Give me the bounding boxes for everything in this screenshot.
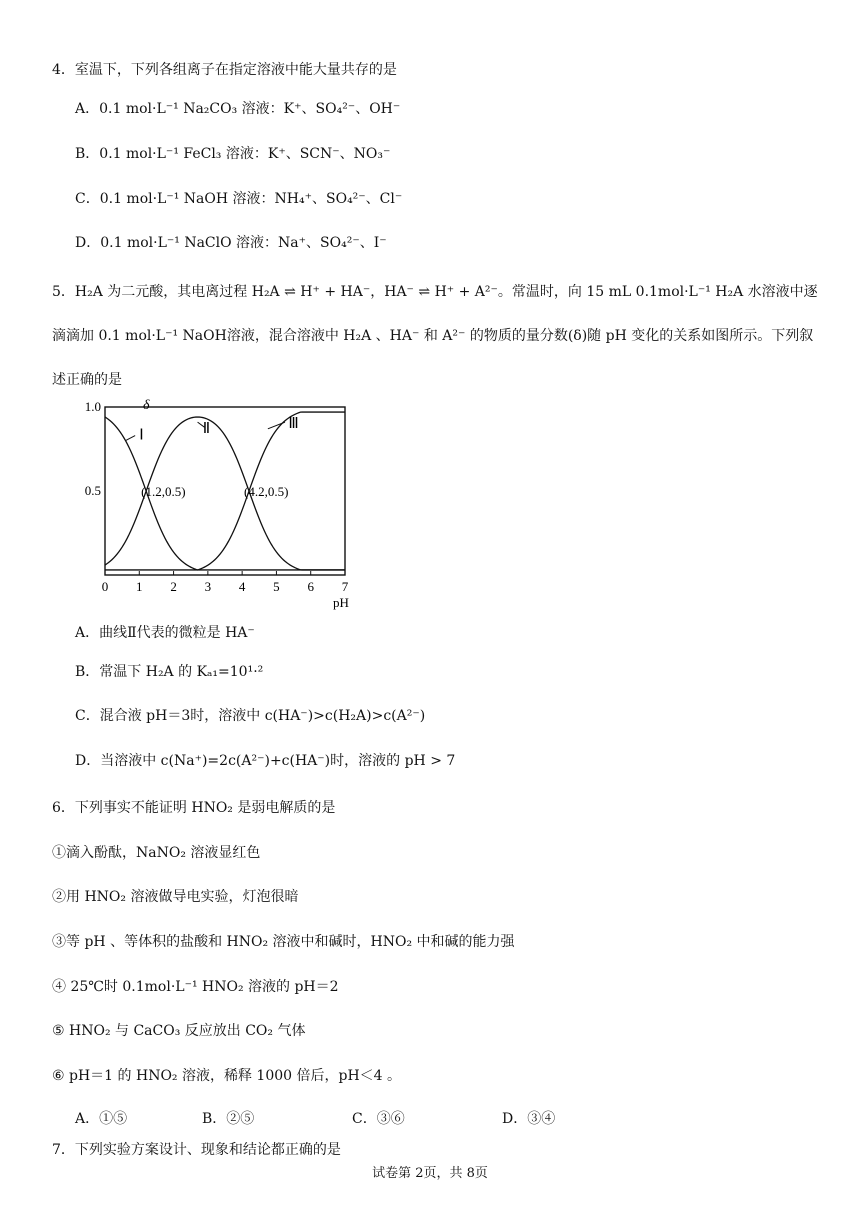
q5-option-a: A．曲线Ⅱ代表的微粒是 HA⁻ (75, 625, 255, 641)
page-footer: 试卷第 2页，共 8页 (372, 1166, 488, 1181)
series-label-3: Ⅲ (288, 415, 299, 432)
q5-option-d: D．当溶液中 c(Na⁺)=2c(A²⁻)+c(HA⁻)时，溶液的 pH > 7 (75, 753, 456, 769)
series-label-2: Ⅱ (202, 420, 211, 437)
q4-option-a: A．0.1 mol·L⁻¹ Na₂CO₃ 溶液：K⁺、SO₄²⁻、OH⁻ (75, 101, 401, 117)
q6-item-3: ③等 pH 、等体积的盐酸和 HNO₂ 溶液中和碱时，HNO₂ 中和碱的能力强 (52, 934, 515, 950)
y-tick-label: 1.0 (84, 399, 101, 414)
q7-stem: 7．下列实验方案设计、现象和结论都正确的是 (52, 1142, 341, 1158)
intersection-label-1: (1.2,0.5) (141, 484, 186, 499)
q4-option-b: B．0.1 mol·L⁻¹ FeCl₃ 溶液：K⁺、SCN⁻、NO₃⁻ (75, 146, 391, 162)
q6-choice-b: B．②⑤ (202, 1111, 255, 1127)
q5-stem: 5．H₂A 为二元酸，其电离过程 H₂A ⇌ H⁺ + HA⁻，HA⁻ ⇌ H⁺ + A²⁻。常温时，向 15 mL 0.1mol·L⁻¹ H₂A 水溶液中逐滴滴加 0.1 mol·L⁻¹ NaOH溶液，混合溶液中 H₂A 、HA⁻ 和 A²⁻ 的物质的量分数(δ)随 pH 变化的关系如图所示。下列叙述正确的是 (52, 284, 818, 388)
q6-item-2: ②用 HNO₂ 溶液做导电实验，灯泡很暗 (52, 889, 299, 905)
intersection-label-2: (4.2,0.5) (244, 484, 289, 499)
q6-choice-c: C．③⑥ (352, 1111, 405, 1127)
q6-choice-a: A．①⑤ (75, 1111, 128, 1127)
q6-item-4: ④ 25℃时 0.1mol·L⁻¹ HNO₂ 溶液的 pH＝2 (52, 979, 339, 995)
y-axis-label: δ (143, 398, 150, 413)
q6-choices (75, 1108, 675, 1128)
q5-chart (80, 395, 370, 615)
q5-option-b: B．常温下 H₂A 的 Kₐ₁=10¹·² (75, 664, 264, 680)
x-axis-label: pH (333, 595, 349, 610)
q6-item-5: ⑤ HNO₂ 与 CaCO₃ 反应放出 CO₂ 气体 (52, 1023, 306, 1039)
q6-item-6: ⑥ pH＝1 的 HNO₂ 溶液，稀释 1000 倍后，pH＜4 。 (52, 1068, 402, 1084)
x-tick-label: 4 (238, 579, 246, 594)
q4-option-d: D．0.1 mol·L⁻¹ NaClO 溶液：Na⁺、SO₄²⁻、I⁻ (75, 235, 387, 251)
q4-stem: 4．室温下，下列各组离子在指定溶液中能大量共存的是 (52, 62, 397, 78)
series-leader-1 (126, 436, 136, 441)
x-tick-label: 7 (341, 579, 349, 594)
q4-option-c: C．0.1 mol·L⁻¹ NaOH 溶液：NH₄⁺、SO₄²⁻、Cl⁻ (75, 191, 403, 207)
q6-choice-d: D．③④ (502, 1111, 556, 1127)
q6-item-1: ①滴入酚酞，NaNO₂ 溶液显红色 (52, 845, 261, 861)
series-leader-3 (268, 422, 285, 429)
q6-stem: 6．下列事实不能证明 HNO₂ 是弱电解质的是 (52, 800, 336, 816)
x-tick-label: 2 (170, 579, 177, 594)
x-tick-label: 0 (101, 579, 109, 594)
y-tick-label: 0.5 (84, 483, 101, 498)
x-tick-label: 6 (307, 579, 314, 594)
x-tick-label: 5 (273, 579, 280, 594)
x-tick-label: 3 (204, 579, 212, 594)
x-tick-label: 1 (136, 579, 143, 594)
series-label-1: Ⅰ (139, 427, 144, 444)
q5-option-c: C．混合液 pH＝3时，溶液中 c(HA⁻)>c(H₂A)>c(A²⁻) (75, 708, 426, 724)
